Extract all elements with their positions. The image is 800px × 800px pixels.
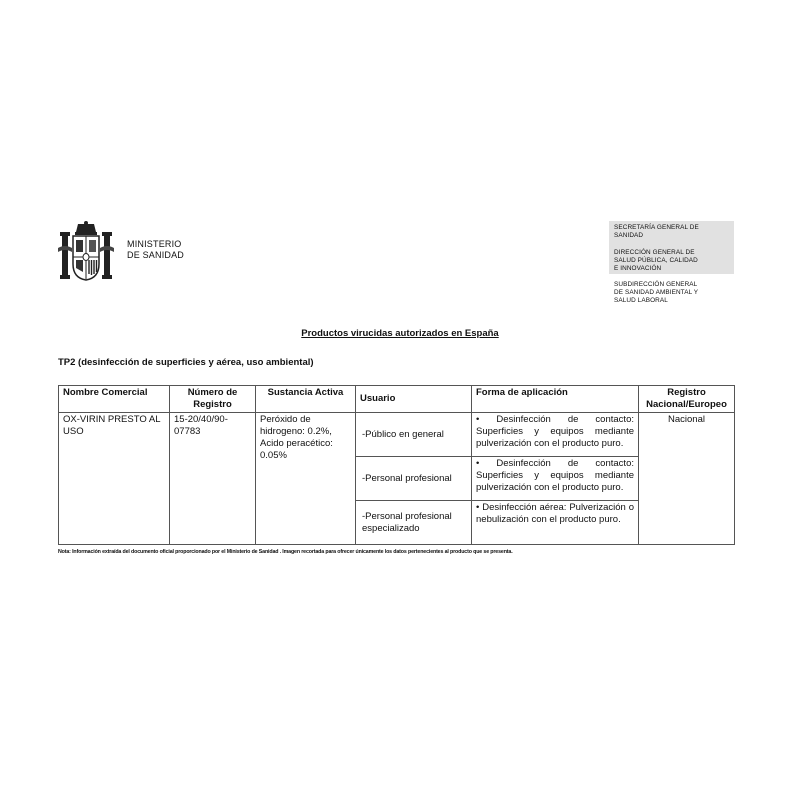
cell-forma-aplicacion: • Desinfección aérea: Pulverización o nebulización con el producto puro. bbox=[472, 501, 639, 545]
agency-block1-line2: SANIDAD bbox=[614, 231, 644, 239]
footnote: Nota: Información extraída del documento oficial proporcionado por el Ministerio de Sanidad . Imagen recortada para ofrecer únicamente los datos pertenecientes al producto que se presenta. bbox=[58, 549, 513, 555]
document-title: Productos virucidas autorizados en España bbox=[301, 328, 499, 339]
ministry-name bbox=[127, 239, 184, 261]
agency-block3-line1: SUBDIRECCIÓN GENERAL bbox=[614, 281, 698, 288]
cell-usuario: -Personal profesional bbox=[356, 457, 472, 501]
cell-usuario: -Público en general bbox=[356, 413, 472, 457]
ministry-line-1: MINISTERIO bbox=[127, 239, 182, 249]
cell-numero-registro: 15-20/40/90-07783 bbox=[170, 413, 256, 545]
header-numero-registro: Número de Registro bbox=[170, 386, 256, 413]
ministry-line-2: DE SANIDAD bbox=[127, 250, 185, 260]
coat-of-arms-logo bbox=[58, 220, 114, 282]
cell-nombre-comercial: OX-VIRIN PRESTO AL USO bbox=[59, 413, 170, 545]
header-registro-nacional-europeo: Registro Nacional/Europeo bbox=[639, 386, 735, 413]
header-usuario: Usuario bbox=[356, 386, 472, 413]
cell-forma-aplicacion: • Desinfección de contacto: Superficies y equipos mediante pulverización con el producto puro. bbox=[472, 457, 639, 501]
agency-block2-line1: DIRECCIÓN GENERAL DE bbox=[614, 249, 695, 256]
agency-block-subdireccion bbox=[614, 281, 698, 304]
cell-sustancia-activa: Peróxido de hidrogeno: 0.2%, Acido peracético: 0.05% bbox=[256, 413, 356, 545]
cell-registro: Nacional bbox=[639, 413, 735, 545]
agency-block-secretaria bbox=[614, 224, 699, 240]
agency-block2-line2: SALUD PÚBLICA, CALIDAD bbox=[614, 256, 698, 264]
cell-forma-aplicacion: • Desinfección de contacto: Superficies y equipos mediante pulverización con el producto puro. bbox=[472, 413, 639, 457]
agency-block3-line3: SALUD LABORAL bbox=[614, 296, 668, 304]
agency-block1-line1: SECRETARÍA GENERAL DE bbox=[614, 224, 699, 231]
table-row bbox=[59, 413, 735, 457]
cell-usuario: -Personal profesional especializado bbox=[356, 501, 472, 545]
products-table bbox=[58, 385, 735, 545]
section-title: TP2 (desinfección de superficies y aérea, uso ambiental) bbox=[58, 357, 314, 368]
agency-block2-line3: E INNOVACIÓN bbox=[614, 264, 662, 272]
agency-block-direccion bbox=[614, 249, 698, 272]
table-header-row bbox=[59, 386, 735, 413]
header-sustancia-activa: Sustancia Activa bbox=[256, 386, 356, 413]
header-nombre-comercial: Nombre Comercial bbox=[59, 386, 170, 413]
header-forma-aplicacion: Forma de aplicación bbox=[472, 386, 639, 413]
agency-block3-line2: DE SANIDAD AMBIENTAL Y bbox=[614, 288, 699, 296]
